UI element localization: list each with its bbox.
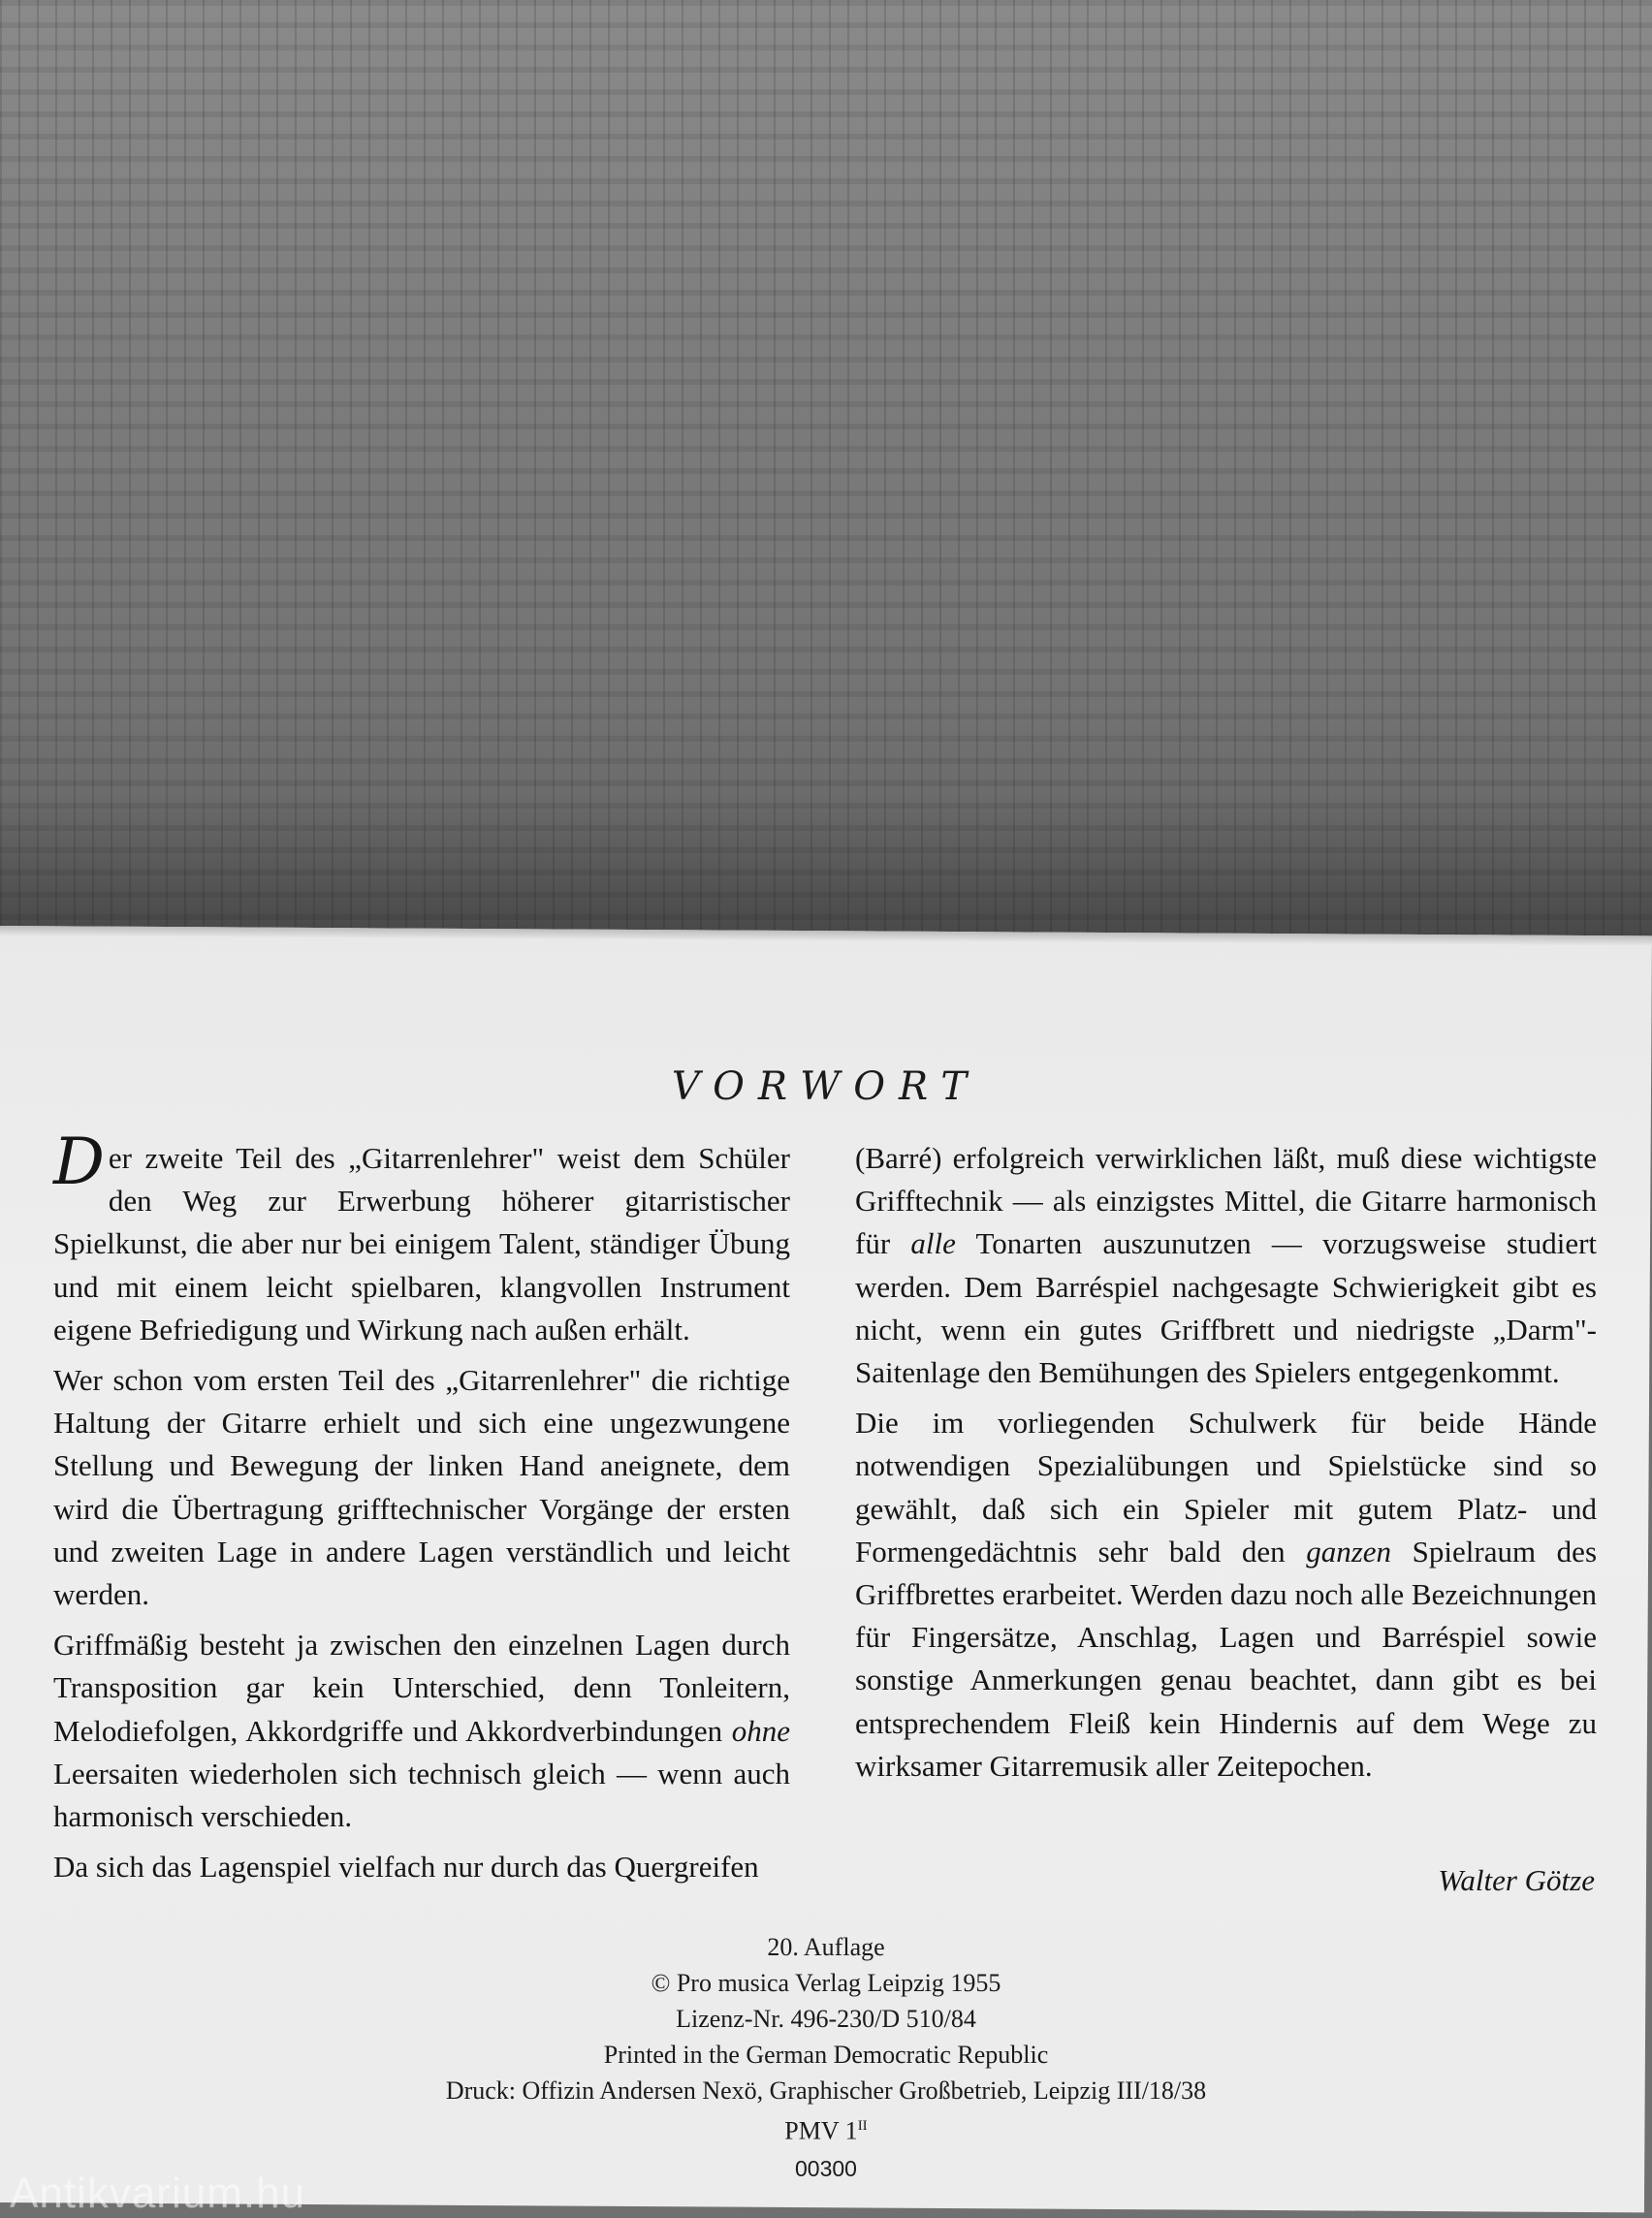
paragraph [53, 1125, 790, 1351]
emphasis: alle [910, 1226, 956, 1261]
cover-shadow [0, 795, 1652, 940]
paragraph-text: Tonarten auszunutzen — vorzugsweise studiert werden. Dem Barréspiel nachgesagte Schwierigkeit gibt es nicht, wenn ein gutes Griffbrett und niedrigste „Darm"-Saitenlage den Bemühungen des Spielers entgegenkommt. [855, 1226, 1598, 1390]
watermark: Antikvarium.hu [10, 2170, 306, 2217]
paragraph-text: Leersaiten wiederholen sich technisch gleich — wenn auch harmonisch verschieden. [53, 1756, 790, 1834]
paragraph [855, 1137, 1597, 1394]
right-column [855, 1137, 1597, 1795]
printer-line: Druck: Offizin Andersen Nexö, Graphischer Großbetrieb, Leipzig III/18/38 [445, 2076, 1207, 2105]
drop-cap: D [53, 1125, 105, 1199]
imprint [0, 1929, 1652, 2187]
paragraph [53, 1624, 790, 1838]
emphasis: ohne [731, 1713, 790, 1748]
paragraph: Da sich das Lagenspiel vielfach nur durch das Quergreifen [53, 1850, 759, 1885]
pmv-superscript: II [857, 2118, 868, 2134]
emphasis: ganzen [1306, 1534, 1392, 1568]
paragraph: Wer schon vom ersten Teil des „Gitarrenlehrer" die richtige Haltung der Gitarre erhielt und sich eine ungezwungene Stellung und Bewegung der linken Hand aneignete, dem wird die Übertragung grifftechnischer Vorgänge der ersten und zweiten Lage in andere Lagen verständlich und leicht werden. [53, 1363, 790, 1612]
author-signature: Walter Götze [1438, 1863, 1595, 1897]
edition-line: 20. Auflage [767, 1933, 885, 1961]
pmv-line [0, 2108, 1652, 2149]
license-line: Lizenz-Nr. 496-230/D 510/84 [676, 2005, 976, 2033]
paragraph-text: Griffmäßig besteht ja zwischen den einzelnen Lagen durch Transposition gar kein Unterschied, denn Tonleitern, Melodiefolgen, Akkordgriffe und Akkordverbindungen [53, 1628, 790, 1748]
paragraph-text: (Barré) erfolgreich verwirklichen läßt, muß diese wichtigste Grifftechnik — als einzigstes Mittel, die Gitarre harmonisch für [855, 1141, 1597, 1261]
left-column [53, 1125, 790, 1896]
catalog-code: 00300 [795, 2155, 857, 2181]
page-title: VORWORT [671, 1064, 981, 1109]
pmv-text: PMV 1 [784, 2116, 858, 2145]
printed-line: Printed in the German Democratic Republic [603, 2041, 1049, 2069]
paragraph-text: Die im vorliegenden Schulwerk für beide Hände notwendigen Spezialübungen und Spielstücke sind so gewählt, daß sich ein Spieler mit gutem Platz- und Formengedächtnis sehr bald den [855, 1406, 1597, 1568]
paragraph-text: er zweite Teil des „Gitarrenlehrer" weist dem Schüler den Weg zur Erwerbung höherer gitarristischer Spielkunst, die aber nur bei einigem Talent, ständiger Übung und mit einem leicht spielbaren, klangvollen Instrument eigene Befriedigung und Wirkung nach außen erhält. [53, 1141, 790, 1347]
paragraph-text: Spielraum des Griffbrettes erarbeitet. Werden dazu noch alle Bezeichnungen für Fingersätze, Anschlag, Lagen und Barréspiel sowie sonstige Anmerkungen genau beachtet, dann gibt es bei entsprechendem Fleiß kein Hindernis auf dem Wege zu wirksamer Gitarremusik aller Zeitepochen. [855, 1534, 1598, 1783]
copyright-line: © Pro musica Verlag Leipzig 1955 [651, 1969, 1001, 1997]
paragraph [855, 1402, 1597, 1788]
